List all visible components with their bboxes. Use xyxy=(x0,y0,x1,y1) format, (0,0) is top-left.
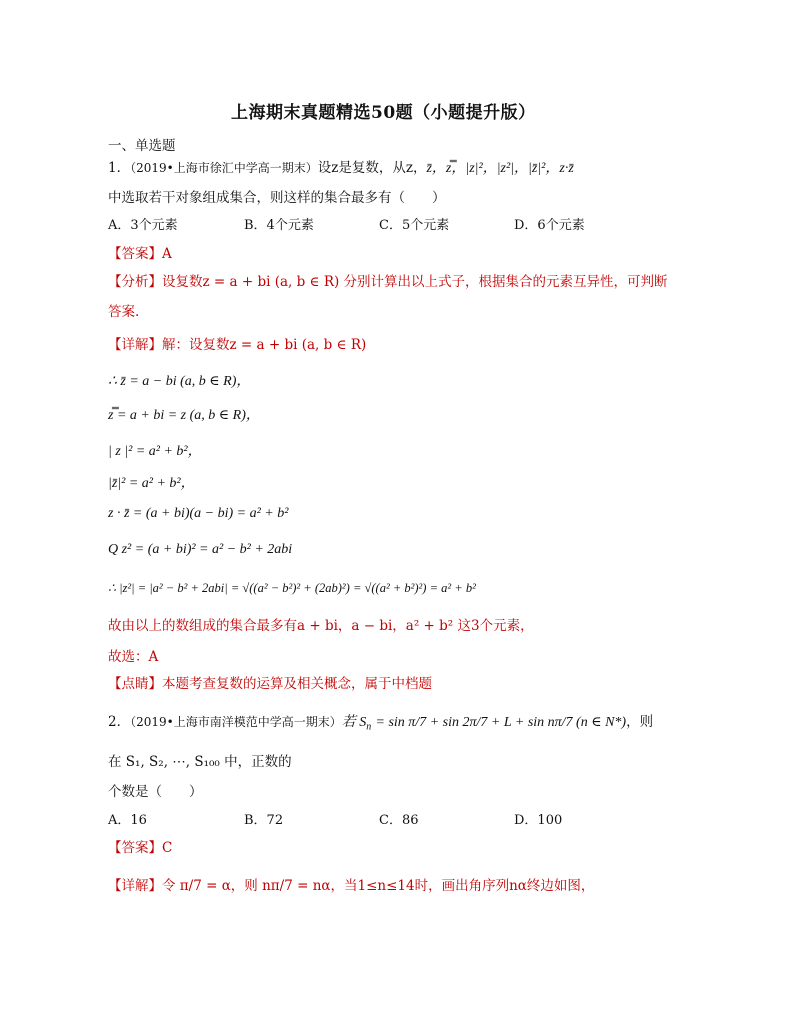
q2-answer xyxy=(108,836,172,856)
q1-step-3: | z |² = a² + b²， xyxy=(108,444,202,459)
q2-option-b[interactable]: B．72 xyxy=(244,813,284,828)
q1-option-c[interactable]: C．5个元素 xyxy=(379,218,450,233)
q2-answer-tag: 【答案】 xyxy=(108,840,162,856)
q1-stem-line1 xyxy=(108,156,574,177)
q1-option-a[interactable]: A．3个元素 xyxy=(108,218,178,233)
q1-choose: 故选：A xyxy=(108,649,159,665)
q1-analysis-tag: 【分析】 xyxy=(108,274,162,290)
q1-stem-line2: 中选取若干对象组成集合，则这样的集合最多有（ ） xyxy=(108,190,446,206)
q2-detail-tag: 【详解】 xyxy=(108,878,162,894)
q1-analysis-line1 xyxy=(108,270,668,290)
q1-step-6: Q z² = (a + bi)² = a² − b² + 2abi xyxy=(108,542,293,557)
q1-remark-tag: 【点睛】 xyxy=(108,676,162,692)
q2-option-c[interactable]: C．86 xyxy=(379,813,419,828)
q2-answer-value: C xyxy=(162,840,173,856)
q1-detail-intro: 解：设复数z = a + bi (a, b ∈ R) xyxy=(162,337,367,353)
q1-step-5: z · z̄ = (a + bi)(a − bi) = a² + b² xyxy=(108,506,289,521)
q2-source: （2019•上海市南洋模范中学高一期末） xyxy=(130,715,342,729)
q1-detail-tag: 【详解】 xyxy=(108,337,162,353)
q1-stem-items: z̄，z̿，|z|²，|z²|，|z̄|²，z·z̄ xyxy=(426,161,574,176)
q2-stem-line3: 个数是（ ） xyxy=(108,784,203,800)
q2-number: 2． xyxy=(108,714,131,730)
q1-step-1: ∴ z̄ = a − bi (a, b ∈ R)， xyxy=(108,374,251,389)
q1-option-d[interactable]: D．6个元素 xyxy=(514,218,585,233)
q1-analysis-text: 设复数z = a + bi (a, b ∈ R) 分别计算出以上式子，根据集合的元素互异性，可判断 xyxy=(162,274,668,290)
q2-stem-line1 xyxy=(108,710,653,733)
q1-conclusion: 故由以上的数组成的集合最多有a + bi，a − bi，a² + b² 这3个元素， xyxy=(108,618,534,634)
q2-detail-line xyxy=(108,874,594,894)
q1-stem-a: 设z是复数，从z， xyxy=(317,160,427,176)
q2-stem-a: 若 S xyxy=(341,715,367,730)
q1-step-2: z̿ = a + bi = z (a, b ∈ R)， xyxy=(108,408,260,423)
q1-answer-tag: 【答案】 xyxy=(108,246,162,262)
q1-answer xyxy=(108,242,172,262)
q2-stem-sub: n xyxy=(366,721,372,733)
section-heading: 一、单选题 xyxy=(108,138,176,154)
q1-step-4: |z̄|² = a² + b²， xyxy=(108,476,195,491)
q2-option-d[interactable]: D．100 xyxy=(514,813,563,828)
q2-option-a[interactable]: A．16 xyxy=(108,813,147,828)
page-title: 上海期末真题精选50题（小题提升版） xyxy=(231,103,536,123)
q1-remark xyxy=(108,672,432,692)
q1-number: 1． xyxy=(108,160,131,176)
q2-stem-line2: 在 S₁, S₂, ⋯, S₁₀₀ 中，正数的 xyxy=(108,754,292,770)
q1-detail-line xyxy=(108,333,366,353)
q1-remark-text: 本题考查复数的运算及相关概念，属于中档题 xyxy=(162,676,432,692)
q1-option-b[interactable]: B．4个元素 xyxy=(244,218,314,233)
q2-detail-text: 令 π/7 = α，则 nπ/7 = nα，当1≤n≤14时，画出角序列nα终边如图， xyxy=(162,878,595,894)
q2-stem-eq: = sin π/7 + sin 2π/7 + L + sin nπ/7 (n ∈ N*) xyxy=(375,715,627,730)
q2-stem-tail: ，则 xyxy=(626,714,654,730)
q1-step-7: ∴ |z²| = |a² − b² + 2abi| = √((a² − b²)² + (2ab)²) = √((a² + b²)²) = a² + b² xyxy=(108,581,476,595)
q1-answer-value: A xyxy=(162,246,172,262)
q1-analysis-line2: 答案. xyxy=(108,304,140,320)
q1-source: （2019•上海市徐汇中学高一期末） xyxy=(130,161,318,175)
